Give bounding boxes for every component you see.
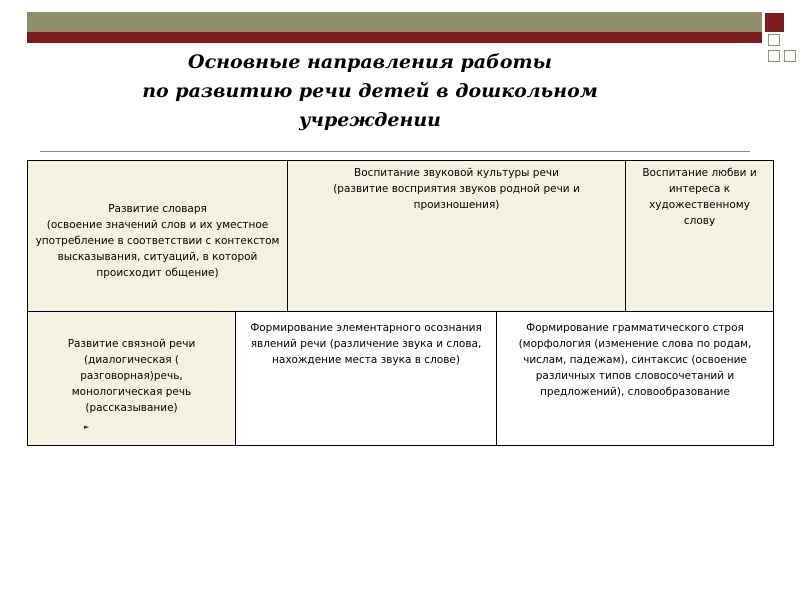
corner-square-filled	[765, 13, 784, 32]
header-bar-olive	[27, 12, 762, 32]
header-bar-red	[27, 32, 762, 43]
bullet-marker-icon: ►	[84, 423, 90, 431]
cell-coherent-speech-text: Развитие связной речи (диалогическая ( разговорная)речь, монологическая речь (рассказывание)	[67, 338, 196, 414]
cell-sound-culture: Воспитание звуковой культуры речи (развитие восприятия звуков родной речи и произношения)	[287, 160, 626, 312]
corner-square-outline-1	[768, 34, 780, 46]
directions-table	[27, 160, 774, 446]
cell-grammar: Формирование грамматического строя (морфология (изменение слова по родам, числам, падежам), синтаксис (освоение различных типов словосочетаний и предложений), словообразование	[496, 311, 774, 446]
title-line-2: по развитию речи детей в дошкольном	[142, 80, 598, 102]
cell-literature-love: Воспитание любви и интереса к художественному слову	[625, 160, 774, 312]
cell-speech-awareness: Формирование элементарного осознания явлений речи (различение звука и слова, нахождение места звука в слове)	[235, 311, 497, 446]
title-line-3: учреждении	[299, 109, 441, 131]
title-divider	[40, 151, 750, 152]
corner-square-outline-2	[768, 50, 780, 62]
slide-title	[120, 48, 620, 135]
title-line-1: Основные направления работы	[188, 51, 552, 73]
cell-vocabulary	[27, 160, 288, 312]
cell-coherent-speech	[27, 311, 236, 446]
corner-square-outline-3	[784, 50, 796, 62]
cell-vocabulary-text: Развитие словаря (освоение значений слов и их уместное употребление в соответствии с контекстом высказывания, ситуаций, в которой происходит общение)	[35, 203, 280, 279]
